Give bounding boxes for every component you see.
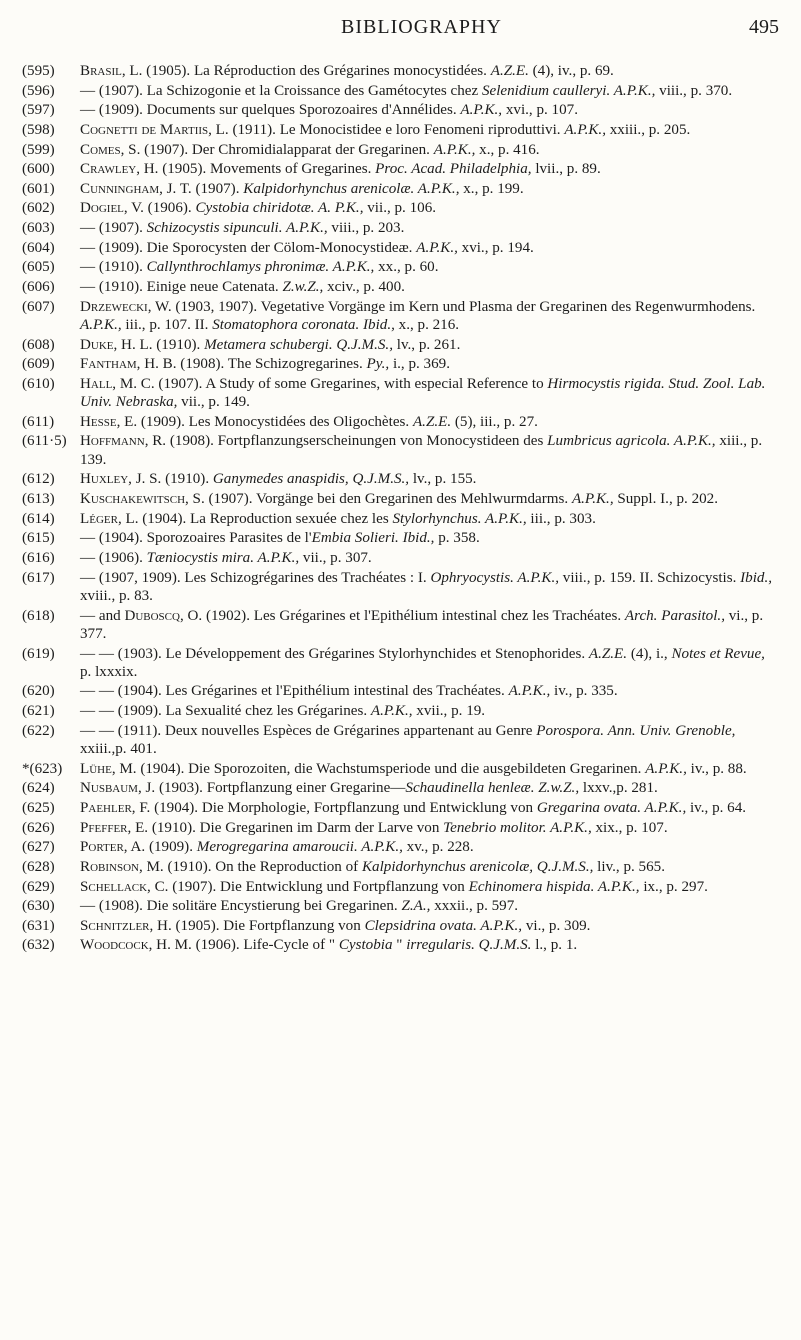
italic-title: Tæniocystis mira. A.P.K., [146, 549, 300, 566]
italic-title: Arch. Parasitol., [624, 607, 725, 624]
entry-number: (607) [22, 298, 55, 315]
entry-number: (605) [22, 259, 55, 276]
citation-text: p. lxxxix. [80, 663, 138, 680]
bibliography-entry [22, 62, 779, 80]
bibliography-entry [22, 569, 779, 606]
citation-text: — (1906). [80, 549, 147, 566]
bibliography-entry [22, 549, 779, 567]
citation-text: — (1909). Documents sur quelques Sporozoaires d'Annélides. [80, 102, 461, 119]
italic-title: Metamera schubergi. Q.J.M.S., [204, 336, 393, 353]
entry-number: (629) [22, 878, 55, 895]
author-name: Robinson, M. [80, 858, 164, 875]
citation-text: — (1907). La Schizogonie et la Croissance des Gamétocytes chez [80, 82, 482, 99]
citation-text: xciv., p. 400. [323, 279, 405, 296]
citation-text: vi., p. 309. [522, 917, 591, 934]
italic-title: Cystobia chiridotæ. A. P.K., [195, 200, 364, 217]
bibliography-entry [22, 702, 779, 720]
italic-title: Merogregarina amaroucii. A.P.K., [196, 839, 403, 856]
citation-text: x., p. 216. [394, 316, 460, 333]
entry-number: (614) [22, 510, 55, 527]
citation-text: (4), iv., p. 69. [528, 63, 614, 79]
bibliography-entry [22, 298, 779, 335]
citation-text: lxxv.,p. 281. [579, 780, 658, 797]
entry-number: (620) [22, 683, 55, 700]
bibliography-entry [22, 682, 779, 700]
entry-number: (598) [22, 121, 55, 138]
italic-title: Hirmocystis rigida. Stud. Zool. Lab. Univ. Nebraska, [80, 375, 766, 411]
italic-title: Gregarina ovata. A.P.K., [536, 799, 687, 816]
bibliography-entry [22, 799, 779, 817]
italic-title: Clepsidrina ovata. A.P.K., [364, 917, 523, 934]
bibliography-entry [22, 121, 779, 139]
italic-title: A.Z.E. [412, 413, 452, 430]
citation-text: xiii., p. 139. [80, 433, 763, 468]
author-name: Duboscq, O. [124, 607, 203, 624]
italic-title: A.Z.E. [490, 63, 529, 79]
citation-text: (1907). A Study of some Gregarines, with especial Reference to [154, 375, 548, 392]
citation-text: (1911). Le Monocistidee e loro Fenomeni riproduttivi. [228, 121, 565, 138]
citation-text: xx., p. 60. [374, 259, 439, 276]
bibliography-entry [22, 645, 779, 682]
italic-title: irregularis. Q.J.M.S. [406, 937, 532, 954]
citation-text: iv., p. 64. [686, 799, 747, 816]
citation-text: — (1907). [80, 220, 147, 237]
citation-text: x., p. 416. [475, 141, 540, 158]
italic-title: Notes et Revue, [671, 645, 765, 662]
bibliography-entry [22, 413, 779, 431]
citation-text: (1904). Die Sporozoiten, die Wachstumsperiode und die ausgebildeten Gregarinen. [136, 760, 646, 777]
citation-text: (1909). [145, 839, 197, 856]
citation-text: iii., p. 303. [526, 510, 596, 527]
bibliography-entry [22, 180, 779, 198]
citation-text: (1905). Movements of Gregarines. [158, 161, 376, 178]
bibliography-entry [22, 336, 779, 354]
entry-number: (618) [22, 607, 55, 624]
citation-text: vii., p. 149. [177, 394, 250, 411]
entry-number: (600) [22, 161, 55, 178]
citation-text: iv., p. 335. [550, 683, 618, 700]
entry-number: (621) [22, 703, 55, 720]
author-name: Pfeffer, E. [80, 819, 149, 836]
italic-title: Stomatophora coronata. Ibid., [212, 316, 395, 333]
citation-text: (5), iii., p. 27. [451, 413, 538, 430]
entry-number: (619) [22, 645, 55, 662]
author-name: Hesse, E. [80, 413, 138, 430]
author-name: Huxley, J. S. [80, 471, 162, 488]
bibliography-entry [22, 529, 779, 547]
entry-number: (628) [22, 858, 55, 875]
bibliography-entry [22, 278, 779, 296]
italic-title: A.P.K., [571, 491, 614, 508]
citation-text: (1903, 1907). Vegetative Vorgänge im Kern und Plasma der Gregarinen des Regenwurmhodens. [171, 298, 756, 315]
citation-text: xix., p. 107. [591, 819, 668, 836]
entry-number: (625) [22, 799, 55, 816]
italic-title: Z.w.Z., [282, 279, 324, 296]
author-name: Schnitzler, H. [80, 917, 172, 934]
page-header [64, 16, 779, 46]
bibliography-entry [22, 470, 779, 488]
citation-text: — (1908). Die solitäre Encystierung bei Gregarinen. [80, 898, 402, 915]
citation-text: lv., p. 261. [392, 336, 461, 353]
citation-text: iii., p. 107. II. [121, 316, 213, 333]
citation-text: xxiii., p. 205. [605, 121, 691, 138]
author-name: Cognetti de Martiis, L. [80, 121, 229, 138]
italic-title: A.P.K., [416, 239, 458, 256]
italic-title: A.P.K., [564, 121, 606, 138]
entry-number: (622) [22, 722, 55, 739]
italic-title: Kalpidorhynchus arenicolæ, Q.J.M.S., [361, 858, 594, 875]
italic-title: Ganymedes anaspidis, Q.J.M.S., [212, 471, 410, 488]
author-name: Hall, M. C. [80, 375, 155, 392]
citation-text: xvii., p. 19. [412, 703, 486, 720]
author-name: Crawley, H. [80, 161, 159, 178]
entry-number: (611·5) [22, 433, 67, 450]
citation-text: viii., p. 370. [655, 82, 733, 99]
citation-text: (1908). The Schizogregarines. [176, 356, 367, 373]
italic-title: A.P.K., [80, 316, 122, 333]
entry-number: (608) [22, 336, 55, 353]
bibliography-entry [22, 355, 779, 373]
italic-title: Z.A., [401, 898, 431, 915]
entry-number: (596) [22, 82, 55, 99]
citation-text: (1908). Fortpflanzungserscheinungen von Monocystideen des [166, 433, 548, 450]
entry-number: (632) [22, 937, 55, 954]
citation-text: x., p. 199. [459, 180, 524, 197]
italic-title: Cystobia [338, 937, 393, 954]
citation-text: viii., p. 203. [327, 220, 405, 237]
italic-title: Stylorhynchus. A.P.K., [392, 510, 527, 527]
author-name: Cunningham, J. T. [80, 180, 192, 197]
entry-number: (631) [22, 917, 55, 934]
citation-text: (1910). [161, 471, 213, 488]
author-name: Fantham, H. B. [80, 356, 177, 373]
entry-number: *(623) [22, 760, 63, 777]
page-number: 495 [749, 16, 779, 38]
citation-text: — (1910). [80, 259, 147, 276]
bibliography-entry [22, 722, 779, 759]
citation-text: xviii., p. 83. [80, 587, 153, 604]
entry-number: (615) [22, 530, 55, 547]
italic-title: Embia Solieri. Ibid., [311, 530, 435, 547]
italic-title: A.P.K., [433, 141, 476, 158]
bibliography-entry [22, 101, 779, 119]
citation-text: (1905). Die Fortpflanzung von [171, 917, 365, 934]
bibliography-entry [22, 936, 779, 954]
entry-number: (617) [22, 569, 55, 586]
italic-title: A.P.K., [460, 102, 503, 119]
citation-text: — (1909). Die Sporocysten der Cölom-Monocystideæ. [80, 239, 417, 256]
bibliography-entry [22, 258, 779, 276]
citation-text: p. 358. [434, 530, 480, 547]
italic-title: A.Z.E. [588, 645, 628, 662]
entry-number: (630) [22, 898, 55, 915]
citation-text: xvi., p. 107. [502, 102, 578, 119]
entry-number: (611) [22, 413, 55, 430]
citation-text: i., p. 369. [389, 356, 450, 373]
italic-title: Schaudinella henleæ. Z.w.Z., [405, 780, 580, 797]
bibliography-entry [22, 607, 779, 644]
author-name: Schellack, C. [80, 878, 169, 895]
citation-text: xvi., p. 194. [457, 239, 534, 256]
citation-text: vii., p. 307. [299, 549, 372, 566]
entry-number: (612) [22, 471, 55, 488]
entry-number: (604) [22, 239, 55, 256]
citation-text: — (1907, 1909). Les Schizogrégarines des Trachéates : I. [80, 569, 431, 586]
citation-text: lv., p. 155. [409, 471, 477, 488]
bibliography-entry [22, 160, 779, 178]
bibliography-entry [22, 219, 779, 237]
citation-text: xv., p. 228. [402, 839, 474, 856]
citation-text: (1907). [191, 180, 244, 197]
italic-title: Py., [366, 356, 390, 373]
citation-text: (1905). La Réproduction des Grégarines monocystidées. [142, 63, 491, 79]
citation-text: (1907). Die Entwicklung und Fortpflanzung von [168, 878, 469, 895]
citation-text: — (1910). Einige neue Catenata. [80, 279, 283, 296]
entry-number: (613) [22, 491, 55, 508]
citation-text: (1910). Die Gregarinen im Darm der Larve von [148, 819, 444, 836]
citation-text: vii., p. 106. [363, 200, 437, 217]
citation-text: liv., p. 565. [593, 858, 665, 875]
citation-text: xxxii., p. 597. [430, 898, 519, 915]
citation-text: " [392, 937, 407, 954]
citation-text: ix., p. 297. [639, 878, 708, 895]
italic-title: A.P.K., [370, 703, 413, 720]
italic-title: A.P.K., [645, 760, 687, 777]
author-name: Kuschakewitsch, S. [80, 491, 205, 508]
entry-number: (601) [22, 180, 55, 197]
bibliography-entry [22, 779, 779, 797]
entry-number: (602) [22, 200, 55, 217]
italic-title: Lumbricus agricola. A.P.K., [547, 433, 716, 450]
entry-number: (597) [22, 102, 55, 119]
citation-text: (1906). Life-Cycle of " [191, 937, 339, 954]
bibliography-entry [22, 432, 779, 469]
author-name: Brasil, L. [80, 63, 143, 79]
bibliography-entry [22, 199, 779, 217]
bibliography-entry [22, 819, 779, 837]
entry-number: (624) [22, 780, 55, 797]
citation-text: (4), i., [627, 645, 672, 662]
italic-title: Proc. Acad. Philadelphia, [375, 161, 532, 178]
citation-text: (1902). Les Grégarines et l'Epithélium intestinal chez les Trachéates. [202, 607, 625, 624]
author-name: Comes, S. [80, 141, 141, 158]
author-name: Lühe, M. [80, 760, 137, 777]
italic-title: Ibid., [740, 569, 773, 586]
bibliography-entry [22, 858, 779, 876]
italic-title: A.P.K., [508, 683, 551, 700]
bibliography-entry [22, 760, 779, 778]
bibliography-entry [22, 897, 779, 915]
entry-number: (609) [22, 356, 55, 373]
bibliography-entry [22, 917, 779, 935]
citation-text: (1910). On the Reproduction of [163, 858, 362, 875]
citation-text: lvii., p. 89. [531, 161, 601, 178]
citation-text: (1910). [152, 336, 205, 353]
italic-title: Tenebrio molitor. A.P.K., [443, 819, 592, 836]
citation-text: — — (1909). La Sexualité chez les Grégarines. [80, 703, 371, 720]
citation-text: iv., p. 88. [686, 760, 747, 777]
entry-number: (599) [22, 141, 55, 158]
citation-text: (1909). Les Monocystidées des Oligochètes. [137, 413, 413, 430]
author-name: Hoffmann, R. [80, 433, 167, 450]
bibliography-entry [22, 490, 779, 508]
italic-title: Echinomera hispida. A.P.K., [468, 878, 640, 895]
entry-number: (616) [22, 549, 55, 566]
author-name: Léger, L. [80, 510, 139, 527]
bibliography-entry [22, 141, 779, 159]
entry-number: (626) [22, 819, 55, 836]
citation-text: (1903). Fortpflanzung einer Gregarine— [155, 780, 406, 797]
italic-title: Kalpidorhynchus arenicolæ. A.P.K., [243, 180, 460, 197]
citation-text: (1906). [143, 200, 196, 217]
entry-number: (603) [22, 220, 55, 237]
citation-text: — — (1904). Les Grégarines et l'Epithélium intestinal des Trachéates. [80, 683, 509, 700]
entry-number: (595) [22, 63, 55, 79]
citation-text: (1904). La Reproduction sexuée chez les [138, 510, 393, 527]
italic-title: Ophryocystis. A.P.K., [430, 569, 560, 586]
bibliography-entry [22, 878, 779, 896]
citation-text: Suppl. I., p. 202. [613, 491, 718, 508]
entry-number: (610) [22, 375, 55, 392]
bibliography-entry [22, 375, 779, 412]
entry-number: (606) [22, 279, 55, 296]
entry-number: (627) [22, 839, 55, 856]
citation-text: — (1904). Sporozoaires Parasites de l' [80, 530, 312, 547]
author-name: Porter, A. [80, 839, 146, 856]
citation-text: l., p. 1. [531, 937, 578, 954]
running-title: BIBLIOGRAPHY [341, 16, 502, 38]
author-name: Dogiel, V. [80, 200, 144, 217]
citation-text: (1907). Vorgänge bei den Gregarinen des Mehlwurmdarms. [204, 491, 572, 508]
bibliography-entry [22, 838, 779, 856]
bibliography-entry [22, 510, 779, 528]
italic-title: Porospora. Ann. Univ. Grenoble, [536, 722, 736, 739]
author-name: Paehler, F. [80, 799, 151, 816]
citation-text: viii., p. 159. II. Schizocystis. [559, 569, 741, 586]
citation-text: — and [80, 607, 125, 624]
italic-title: Callynthrochlamys phronimæ. A.P.K., [146, 259, 375, 276]
italic-title: Selenidium caulleryi. A.P.K., [481, 82, 656, 99]
author-name: Duke, H. L. [80, 336, 153, 353]
citation-text: xxiii.,p. 401. [80, 741, 157, 758]
italic-title: Schizocystis sipunculi. A.P.K., [146, 220, 328, 237]
bibliography-entry [22, 239, 779, 257]
citation-text: — — (1903). Le Développement des Grégarines Stylorhynchides et Stenophorides. [80, 645, 589, 662]
citation-text: (1907). Der Chromidialapparat der Gregarinen. [140, 141, 434, 158]
author-name: Drzewecki, W. [80, 298, 172, 315]
author-name: Woodcock, H. M. [80, 937, 192, 954]
citation-text: (1904). Die Morphologie, Fortpflanzung und Entwicklung von [150, 799, 537, 816]
citation-text: — — (1911). Deux nouvelles Espèces de Grégarines appartenant au Genre [80, 722, 537, 739]
bibliography-list [22, 62, 779, 956]
author-name: Nusbaum, J. [80, 780, 156, 797]
bibliography-entry [22, 82, 779, 100]
citation-text: vi., p. 377. [80, 607, 764, 642]
